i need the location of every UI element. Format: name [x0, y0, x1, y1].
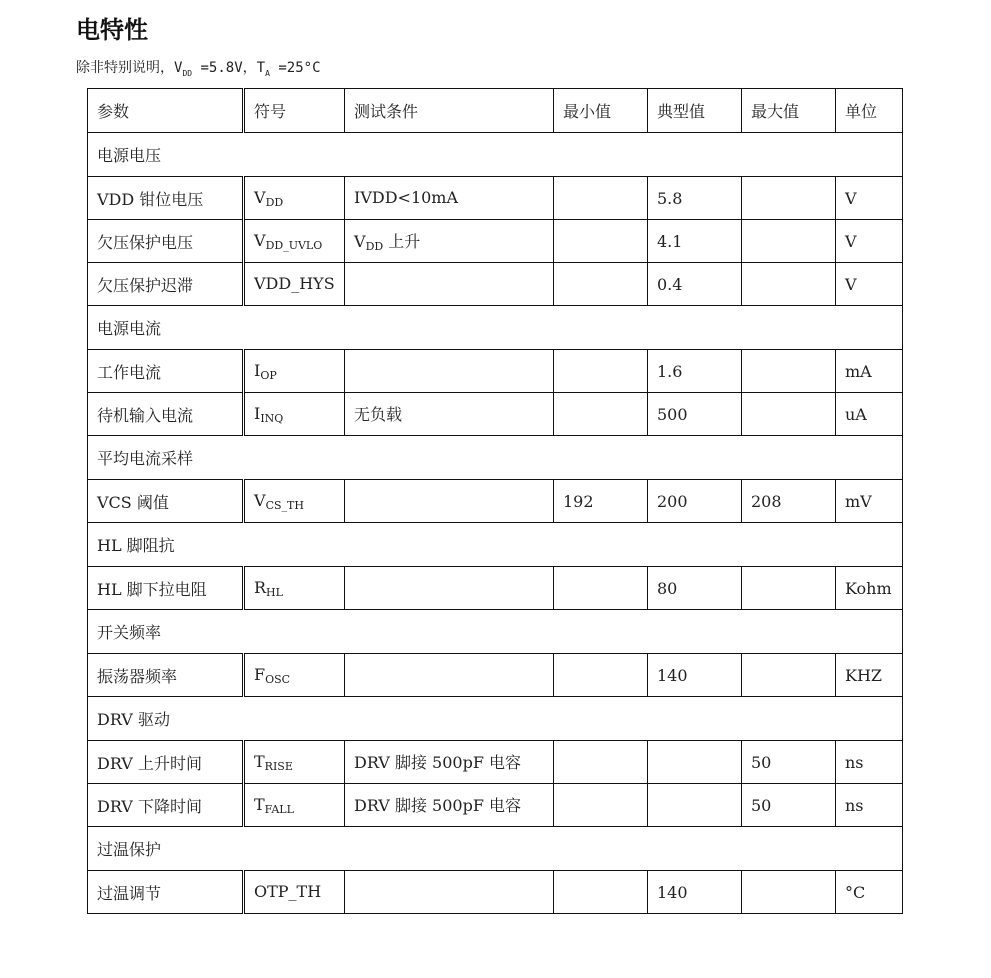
min-cell: [554, 784, 648, 827]
section-title: HL 脚阻抗: [88, 523, 903, 567]
param-cell: VCS 阈值: [88, 480, 244, 523]
symbol-main: V: [254, 187, 266, 207]
symbol-subscript: DD: [265, 195, 284, 209]
symbol-main: OTP_TH: [254, 881, 322, 901]
table-row: [88, 784, 903, 827]
electrical-characteristics-table: [87, 88, 903, 914]
header-min: 最小值: [554, 89, 648, 133]
symbol-main: V: [254, 230, 266, 250]
test-condition-cell: [345, 350, 554, 393]
symbol-subscript: RISE: [264, 759, 293, 773]
param-cell: DRV 下降时间: [88, 784, 244, 827]
symbol-main: I: [254, 403, 261, 423]
max-cell: 50: [742, 784, 836, 827]
condition-subscript: DD: [365, 240, 384, 253]
symbol-main: T: [254, 794, 265, 814]
unit-cell: ns: [836, 741, 903, 784]
section-row: [88, 697, 903, 741]
section-title: 平均电流采样: [88, 436, 903, 480]
param-cell: VDD 钳位电压: [88, 177, 244, 220]
unit-cell: mA: [836, 350, 903, 393]
symbol-cell: [244, 784, 345, 827]
test-conditions-note: 除非特别说明，$V_{DD} =5.8V$，$T_A =25^\circ C$: [76, 60, 321, 78]
section-row: [88, 610, 903, 654]
section-row: [88, 827, 903, 871]
condition-main: IVDD<10mA: [354, 187, 459, 207]
symbol-cell: [244, 480, 345, 523]
section-row: [88, 306, 903, 350]
symbol-cell: [244, 177, 345, 220]
header-typ: 典型值: [648, 89, 742, 133]
symbol-cell: [244, 654, 345, 697]
table-row: [88, 567, 903, 610]
symbol-main: I: [254, 360, 261, 380]
symbol-cell: [244, 350, 345, 393]
condition-main: 无负载: [354, 405, 403, 424]
param-cell: 过温调节: [88, 871, 244, 914]
symbol-subscript: CS_TH: [265, 498, 304, 512]
test-condition-cell: [345, 220, 554, 263]
table-row: [88, 654, 903, 697]
typ-cell: 5.8: [648, 177, 742, 220]
min-cell: [554, 871, 648, 914]
max-cell: [742, 177, 836, 220]
section-row: [88, 436, 903, 480]
min-cell: [554, 393, 648, 436]
section-row: [88, 133, 903, 177]
table-row: [88, 480, 903, 523]
symbol-subscript: INQ: [260, 411, 284, 425]
table-header-row: [88, 89, 903, 133]
table-row: [88, 741, 903, 784]
condition-rest: 上升: [383, 232, 421, 251]
header-test-condition: 测试条件: [345, 89, 554, 133]
typ-cell: 140: [648, 871, 742, 914]
test-condition-cell: [345, 480, 554, 523]
unit-cell: °C: [836, 871, 903, 914]
test-condition-cell: [345, 567, 554, 610]
min-cell: [554, 177, 648, 220]
symbol-main: VDD_HYS: [254, 273, 335, 293]
symbol-cell: [244, 263, 345, 306]
unit-cell: mV: [836, 480, 903, 523]
min-cell: 192: [554, 480, 648, 523]
max-cell: [742, 654, 836, 697]
section-title: 开关频率: [88, 610, 903, 654]
symbol-subscript: DD_UVLO: [265, 238, 323, 252]
table-row: [88, 871, 903, 914]
max-cell: [742, 220, 836, 263]
unit-cell: V: [836, 220, 903, 263]
min-cell: [554, 654, 648, 697]
symbol-cell: [244, 741, 345, 784]
typ-cell: 1.6: [648, 350, 742, 393]
unit-cell: KHZ: [836, 654, 903, 697]
test-condition-cell: [345, 654, 554, 697]
param-cell: 待机输入电流: [88, 393, 244, 436]
condition-main: V: [354, 232, 366, 251]
condition-main: DRV 脚接 500pF 电容: [354, 753, 522, 772]
max-cell: 50: [742, 741, 836, 784]
symbol-main: V: [254, 490, 266, 510]
min-cell: [554, 350, 648, 393]
section-title: 电源电压: [88, 133, 903, 177]
test-condition-cell: [345, 393, 554, 436]
test-condition-cell: [345, 784, 554, 827]
section-row: [88, 523, 903, 567]
symbol-subscript: HL: [266, 585, 283, 599]
symbol-cell: [244, 393, 345, 436]
typ-cell: 500: [648, 393, 742, 436]
symbol-main: R: [254, 577, 267, 597]
typ-cell: 200: [648, 480, 742, 523]
table-row: [88, 393, 903, 436]
min-cell: [554, 567, 648, 610]
typ-cell: 140: [648, 654, 742, 697]
symbol-main: F: [254, 664, 266, 684]
typ-cell: 4.1: [648, 220, 742, 263]
typ-cell: [648, 784, 742, 827]
min-cell: [554, 220, 648, 263]
min-cell: [554, 263, 648, 306]
symbol-subscript: FALL: [264, 802, 294, 816]
section-title: 过温保护: [88, 827, 903, 871]
param-cell: HL 脚下拉电阻: [88, 567, 244, 610]
typ-cell: [648, 741, 742, 784]
max-cell: [742, 871, 836, 914]
header-symbol: 符号: [244, 89, 345, 133]
table-row: [88, 177, 903, 220]
test-condition-cell: [345, 741, 554, 784]
table-row: [88, 350, 903, 393]
symbol-cell: [244, 567, 345, 610]
section-title: DRV 驱动: [88, 697, 903, 741]
symbol-main: T: [254, 751, 265, 771]
max-cell: [742, 393, 836, 436]
table-row: [88, 220, 903, 263]
typ-cell: 80: [648, 567, 742, 610]
test-condition-cell: [345, 263, 554, 306]
param-cell: 工作电流: [88, 350, 244, 393]
symbol-subscript: OSC: [265, 672, 291, 686]
unit-cell: V: [836, 177, 903, 220]
max-cell: [742, 263, 836, 306]
test-condition-cell: [345, 871, 554, 914]
header-param: 参数: [88, 89, 244, 133]
unit-cell: Kohm: [836, 567, 903, 610]
section-title: 电源电流: [88, 306, 903, 350]
unit-cell: V: [836, 263, 903, 306]
header-max: 最大值: [742, 89, 836, 133]
min-cell: [554, 741, 648, 784]
header-unit: 单位: [836, 89, 903, 133]
max-cell: 208: [742, 480, 836, 523]
max-cell: [742, 350, 836, 393]
param-cell: DRV 上升时间: [88, 741, 244, 784]
unit-cell: uA: [836, 393, 903, 436]
max-cell: [742, 567, 836, 610]
symbol-cell: [244, 871, 345, 914]
condition-main: DRV 脚接 500pF 电容: [354, 796, 522, 815]
symbol-cell: [244, 220, 345, 263]
unit-cell: ns: [836, 784, 903, 827]
typ-cell: 0.4: [648, 263, 742, 306]
test-condition-cell: [345, 177, 554, 220]
param-cell: 欠压保护迟滞: [88, 263, 244, 306]
table-row: [88, 263, 903, 306]
symbol-subscript: OP: [260, 368, 277, 382]
param-cell: 振荡器频率: [88, 654, 244, 697]
param-cell: 欠压保护电压: [88, 220, 244, 263]
page-title: 电特性: [76, 16, 148, 44]
